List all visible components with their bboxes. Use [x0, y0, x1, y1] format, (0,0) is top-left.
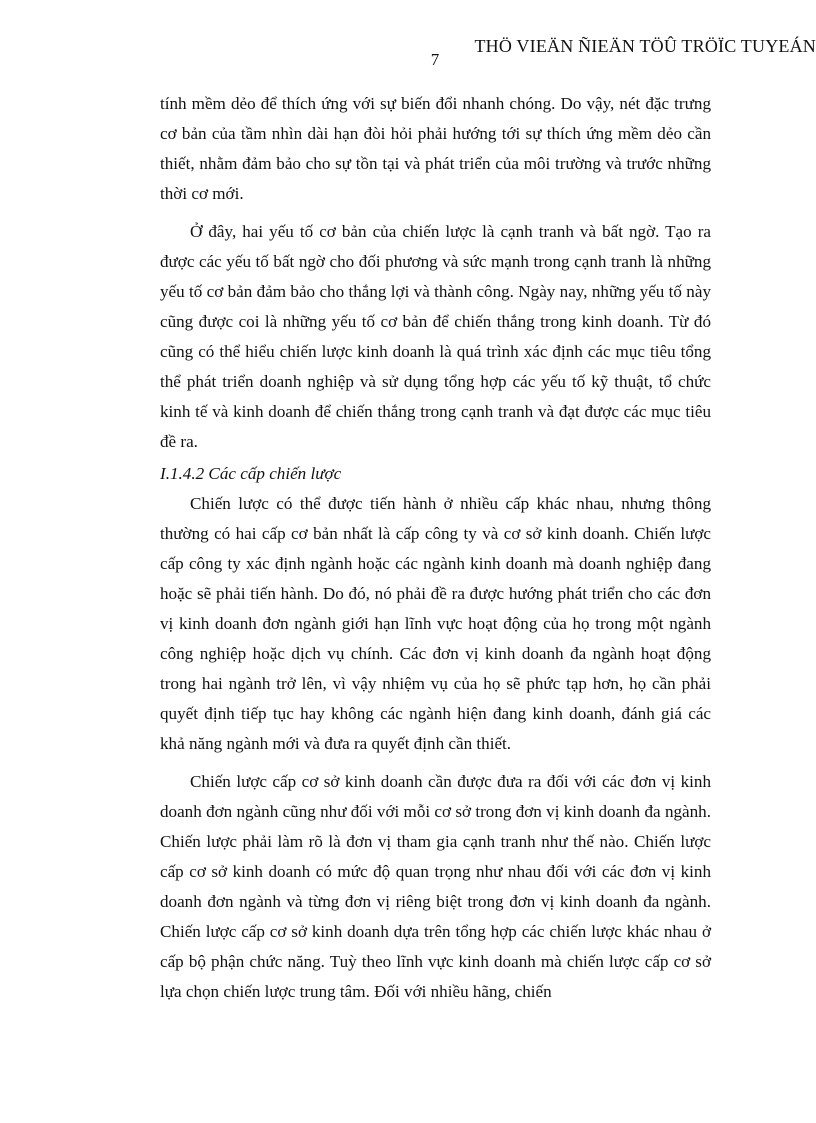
section-heading: I.1.4.2 Các cấp chiến lược — [160, 464, 342, 483]
document-body — [160, 89, 711, 1007]
paragraph-business-unit-strategy: Chiến lược cấp cơ sở kinh doanh cần được đưa ra đối với các đơn vị kinh doanh đơn ngành cũng như đối với mỗi cơ sở trong đơn vị kinh doanh đa ngành. Chiến lược phải làm rõ là đơn vị tham gia cạnh tranh như thế nào. Chiến lược cấp cơ sở kinh doanh có mức độ quan trọng như nhau đối với các đơn vị kinh doanh đơn ngành và từng đơn vị riêng biệt trong đơn vị kinh doanh đa ngành. Chiến lược cấp cơ sở kinh doanh dựa trên tổng hợp các chiến lược khác nhau ở cấp bộ phận chức năng. Tuỳ theo lĩnh vực kinh doanh mà chiến lược cấp cơ sở lựa chọn chiến lược trung tâm. Đối với nhiều hãng, chiến — [160, 772, 711, 1001]
page-number: 7 — [430, 50, 440, 69]
paragraph-strategy-levels: Chiến lược có thể được tiến hành ở nhiều cấp khác nhau, nhưng thông thường có hai cấp cơ bản nhất là cấp công ty và cơ sở kinh doanh. Chiến lược cấp công ty xác định ngành hoặc các ngành kinh doanh mà doanh nghiệp đang hoặc sẽ phải tiến hành. Do đó, nó phải đề ra được hướng phát triển cho các đơn vị kinh doanh đơn ngành giới hạn lĩnh vực hoạt động của họ trong một ngành công nghiệp hoặc dịch vụ chính. Các đơn vị kinh doanh đa ngành hoạt động trong hai ngành trở lên, vì vậy nhiệm vụ của họ sẽ phức tạp hơn, họ cần phải quyết định tiếp tục hay không các ngành hiện đang kinh doanh, đánh giá các khả năng ngành mới và đưa ra quyết định cần thiết. — [160, 494, 711, 753]
paragraph-competition-surprise: Ở đây, hai yếu tố cơ bản của chiến lược là cạnh tranh và bất ngờ. Tạo ra được các yếu tố bất ngờ cho đối phương và sức mạnh trong cạnh tranh là những yếu tố cơ bản đảm bảo cho thắng lợi và thành công. Ngày nay, những yếu tố này cũng được coi là những yếu tố cơ bản để chiến thắng trong kinh doanh. Từ đó cũng có thể hiểu chiến lược kinh doanh là quá trình xác định các mục tiêu tổng thể phát triển doanh nghiệp và sử dụng tổng hợp các yếu tố kỹ thuật, tổ chức kinh tế và kinh doanh để chiến thắng trong cạnh tranh và đạt được các mục tiêu đề ra. — [160, 222, 711, 451]
header-watermark: THÖ VIEÄN ÑIEÄN TÖÛ TRÖÏC TUYEÁN — [474, 36, 816, 56]
paragraph-continuation: tính mềm dẻo để thích ứng với sự biến đổi nhanh chóng. Do vậy, nét đặc trưng cơ bản của tầm nhìn dài hạn đòi hỏi phải hướng tới sự thích ứng mềm dẻo cần thiết, nhằm đảm bảo cho sự tồn tại và phát triển của môi trường và trước những thời cơ mới. — [160, 94, 711, 203]
